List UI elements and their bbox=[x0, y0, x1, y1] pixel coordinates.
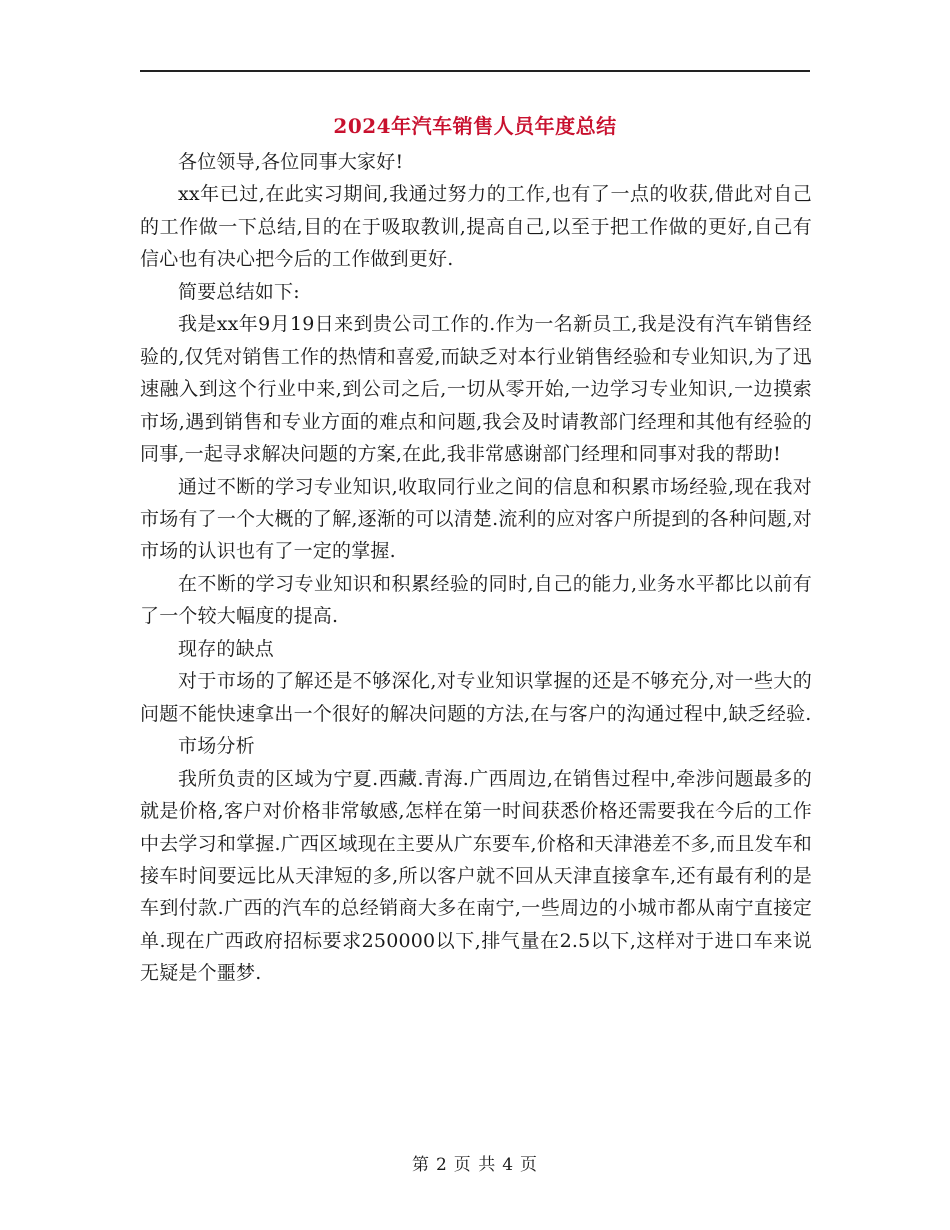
footer-current-page: 2 bbox=[435, 1155, 448, 1175]
paragraph-greeting: 各位领导,各位同事大家好! bbox=[178, 151, 404, 173]
paragraph-improvement: 在不断的学习专业知识和积累经验的同时,自己的能力,业务水平都比以前有了一个较大幅度的提高. bbox=[140, 572, 812, 628]
footer-suffix: 页 bbox=[520, 1155, 539, 1175]
footer-mid: 页 共 bbox=[453, 1155, 497, 1175]
paragraph-summary-heading: 简要总结如下: bbox=[178, 280, 300, 303]
footer-prefix: 第 bbox=[411, 1155, 430, 1175]
page-number-footer bbox=[0, 1154, 950, 1176]
paragraph-learning: 通过不断的学习专业知识,收取同行业之间的信息和积累市场经验,现在我对市场有了一个大概的了解,逐渐的可以清楚.流利的应对客户所提到的各种问题,对市场的认识也有了一定的掌握. bbox=[140, 475, 812, 563]
section-heading-market: 市场分析 bbox=[178, 735, 255, 758]
paragraph-market: 我所负责的区域为宁夏.西藏.青海.广西周边,在销售过程中,牵涉问题最多的就是价格,客户对价格非常敏感,怎样在第一时间获悉价格还需要我在今后的工作中去学习和掌握.广西区域现在主要从广东要车,价格和天津港差不多,而且发车和接车时间要远比从天津短的多,所以客户就不回从天津直接拿车,还有最有利的是车到付款.广西的汽车的总经销商大多在南宁,一些周边的小城市都从南宁直接定单.现在广西政府招标要求250000以下,排气量在2.5以下,这样对于进口车来说无疑是个噩梦. bbox=[140, 767, 812, 985]
header-rule bbox=[140, 70, 810, 72]
document-title: 2024年汽车销售人员年度总结 bbox=[333, 114, 617, 138]
section-heading-shortcomings: 现存的缺点 bbox=[178, 637, 275, 660]
footer-total-pages: 4 bbox=[502, 1155, 515, 1175]
paragraph-start-work: 我是xx年9月19日来到贵公司工作的.作为一名新员工,我是没有汽车销售经验的,仅凭对销售工作的热情和喜爱,而缺乏对本行业销售经验和专业知识,为了迅速融入到这个行业中来,到公司之后,一切从零开始,一边学习专业知识,一边摸索市场,遇到销售和专业方面的难点和问题,我会及时请教部门经理和其他有经验的同事,一起寻求解决问题的方案,在此,我非常感谢部门经理和同事对我的帮助! bbox=[140, 313, 812, 466]
document-body bbox=[140, 146, 812, 990]
paragraph-intro: xx年已过,在此实习期间,我通过努力的工作,也有了一点的收获,借此对自己的工作做一下总结,目的在于吸取教训,提高自己,以至于把工作做的更好,自己有信心也有决心把今后的工作做到更好. bbox=[140, 183, 812, 271]
paragraph-shortcomings: 对于市场的了解还是不够深化,对专业知识掌握的还是不够充分,对一些大的问题不能快速拿出一个很好的解决问题的方法,在与客户的沟通过程中,缺乏经验. bbox=[140, 670, 812, 725]
